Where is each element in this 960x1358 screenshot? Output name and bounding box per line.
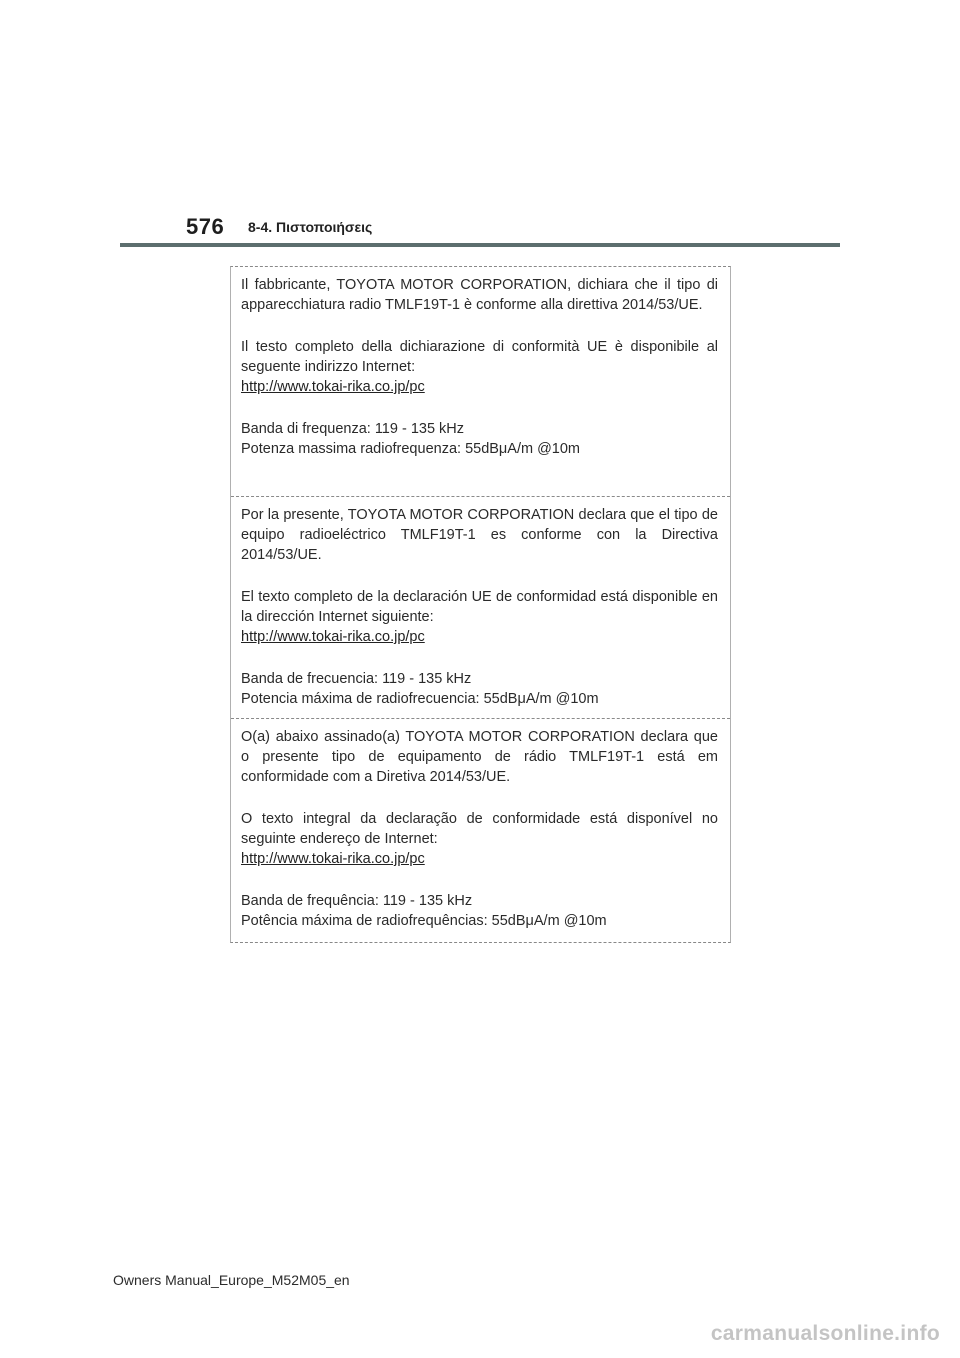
declaration-block-italian (231, 267, 730, 496)
declaration-text: O(a) abaixo assinado(a) TOYOTA MOTOR CORPORATION declara que o presente tipo de equipamento de rádio TMLF19T-1 está em conformidade com a Diretiva 2014/53/UE. (241, 729, 718, 785)
full-text-note (241, 587, 718, 647)
declaration-text: Il fabbricante, TOYOTA MOTOR CORPORATION, dichiara che il tipo di apparecchiatura radio TMLF19T-1 è conforme alla direttiva 2014/53/UE. (241, 277, 718, 313)
certification-box (230, 266, 731, 943)
header-divider (120, 243, 840, 247)
full-text-note-label: O texto integral da declaração de conformidade está disponível no seguinte endereço de Internet: (241, 811, 718, 847)
radio-specs (241, 891, 718, 931)
declaration-block-spanish (231, 496, 730, 718)
declaration-block-portuguese (231, 718, 730, 942)
site-watermark: carmanualsonline.info (710, 1322, 940, 1345)
full-text-note-label: Il testo completo della dichiarazione di conformità UE è disponibile al seguente indirizzo Internet: (241, 339, 718, 375)
declaration-link[interactable]: http://www.tokai-rika.co.jp/pc (241, 851, 425, 867)
frequency-band: Banda di frequenza: 119 - 135 kHz (241, 421, 465, 437)
page-header (0, 0, 960, 250)
page-number: 576 (186, 214, 225, 239)
frequency-band: Banda de frequência: 119 - 135 kHz (241, 893, 473, 909)
declaration-link[interactable]: http://www.tokai-rika.co.jp/pc (241, 629, 425, 645)
full-text-note (241, 337, 718, 397)
max-power: Potência máxima de radiofrequências: 55dBμA/m @10m (241, 913, 607, 929)
max-power: Potencia máxima de radiofrecuencia: 55dBμA/m @10m (241, 691, 599, 707)
full-text-note (241, 809, 718, 869)
declaration-text: Por la presente, TOYOTA MOTOR CORPORATION declara que el tipo de equipo radioeléctrico TMLF19T-1 es conforme con la Directiva 2014/53/UE. (241, 507, 718, 563)
radio-specs (241, 669, 718, 709)
section-title: 8-4. Πιστοποιήσεις (248, 219, 373, 235)
frequency-band: Banda de frecuencia: 119 - 135 kHz (241, 671, 472, 687)
full-text-note-label: El texto completo de la declaración UE de conformidad está disponible en la dirección Internet siguiente: (241, 589, 718, 625)
max-power: Potenza massima radiofrequenza: 55dBμA/m @10m (241, 441, 581, 457)
radio-specs (241, 419, 718, 459)
page-footer: Owners Manual_Europe_M52M05_en (113, 1272, 350, 1288)
declaration-link[interactable]: http://www.tokai-rika.co.jp/pc (241, 379, 425, 395)
